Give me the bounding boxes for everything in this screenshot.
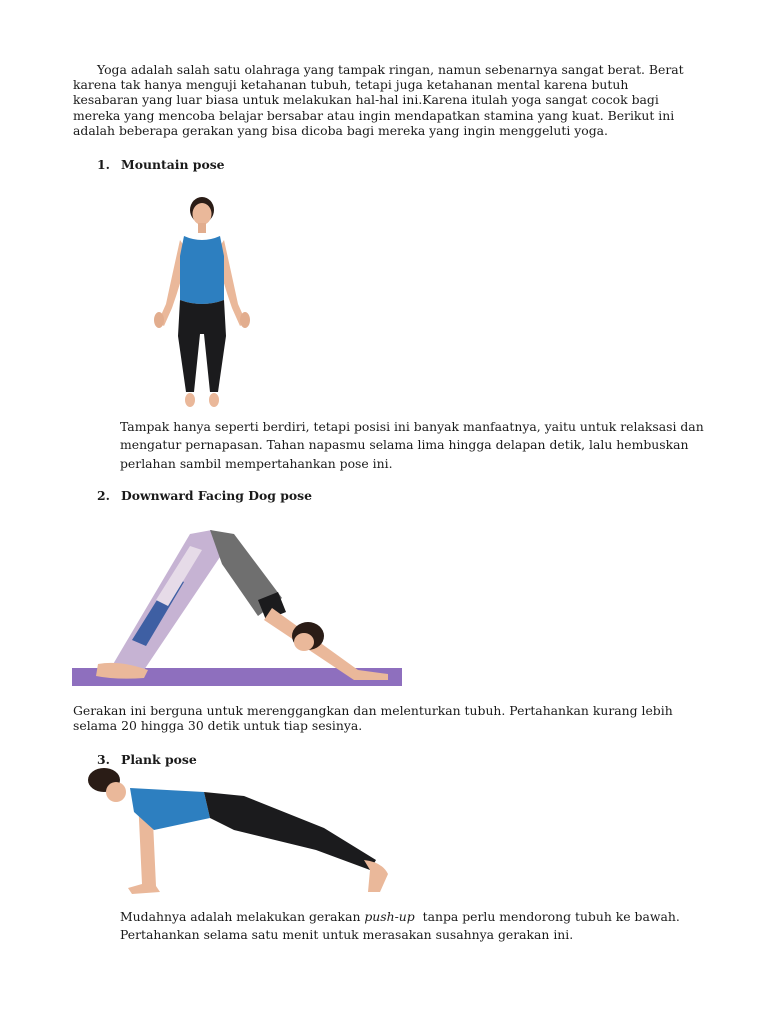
pose-2-heading — [97, 488, 312, 503]
pose-1-title: Mountain pose — [121, 157, 225, 172]
pose-2-title: Downward Facing Dog pose — [121, 488, 313, 503]
pose-2-number: 2. — [97, 488, 110, 503]
pose-3-description-end: tanpa perlu mendorong tubuh ke bawah. Pertahankan selama satu menit untuk merasakan susahnya gerakan ini. — [120, 909, 684, 942]
pose-3-title: Plank pose — [121, 752, 197, 767]
pose-3-description — [120, 908, 684, 943]
pose-1-number: 1. — [97, 157, 110, 172]
pose-2-description: Gerakan ini berguna untuk merenggangkan dan melenturkan tubuh. Pertahankan kurang lebih selama 20 hingga 30 detik untuk tiap sesinya. — [73, 703, 673, 734]
pose-3-heading — [97, 752, 197, 767]
intro-paragraph: Yoga adalah salah satu olahraga yang tampak ringan, namun sebenarnya sangat berat. Berat karena tak hanya menguji ketahanan tubuh, tetapi juga ketahanan mental karena butuh kesabaran yang luar biasa untuk melakukan hal-hal ini.Karena itulah yoga sangat cocok bagi mereka yang mencoba belajar bersabar atau ingin mendapatkan stamina yang kuat. Berikut ini adalah beberapa gerakan yang bisa dicoba bagi mereka yang ingin menggeluti yoga. — [73, 62, 684, 138]
pose-3-number: 3. — [97, 752, 110, 767]
pose-3-description-start: Mudahnya adalah melakukan gerakan — [120, 909, 365, 924]
pose-1-description: Tampak hanya seperti berdiri, tetapi posisi ini banyak manfaatnya, yaitu untuk relaksasi dan mengatur pernapasan. Tahan napasmu selama lima hingga delapan detik, lalu hembuskan perlahan sambil mempertahankan pose ini. — [120, 419, 704, 471]
mountain-pose-image — [140, 196, 264, 414]
downward-dog-pose-image — [72, 520, 404, 692]
pose-1-heading — [97, 157, 225, 172]
push-up-term: push-up — [364, 909, 415, 924]
plank-pose-image — [84, 768, 396, 900]
